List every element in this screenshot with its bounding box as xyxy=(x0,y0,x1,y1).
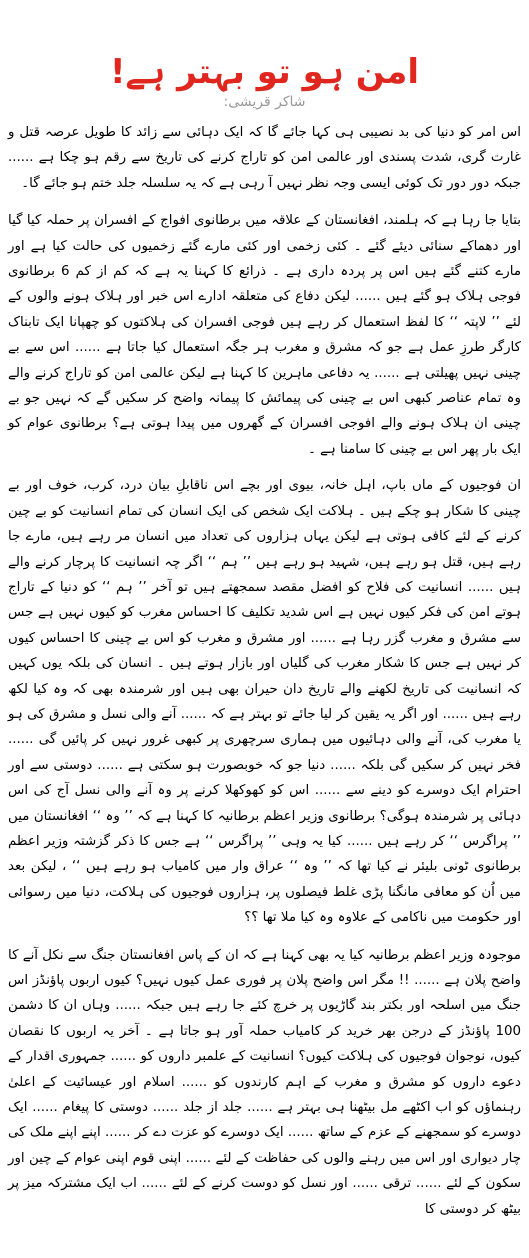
article-title: امن ہو تو بہتر ہے! xyxy=(109,52,420,92)
article-paragraph-4: موجودہ وزیر اعظم برطانیہ کیا یہ بھی کہنا ہے کہ ان کے پاس افغانستان جنگ سے نکل آنے کا واضح پلان ہے ...... !! مگر اس واضح پلان پر فوری عمل کیوں نہیں؟ کیوں اربوں پاؤنڈز اس جنگ میں اسلحہ اور بکتر بند گاڑیوں پر خرچ کئے جا رہے ہیں جبکہ ...... وہاں ان کا دشمن 100 پاؤنڈز کے درجن بھر خرید کر کامیاب حملہ آور ہو جاتا ہے ۔ آخر یہ اربوں کا نقصان کیوں، نوجوان فوجیوں کی ہلاکت کیوں؟ انسانیت کے علمبر داروں کو ...... جمہوری اقدار کے دعوے داروں کو مشرق و مغرب کے اہم کارندوں کو ...... اسلام اور عیسائیت کے اعلیٰ رہنماؤں کو اب اکٹھے مل بیٹھنا ہی بہتر ہے ...... جلد از جلد ...... دوستی کا پیغام ...... ایک دوسرے کو سمجھنے کے عزم کے ساتھ ...... ایک دوسرے کو عزت دے کر ...... اپنے اپنے ملک کی چار دیواری اور اس میں رہنے والوں کی حفاظت کے لئے ...... اپنی قوم اپنی عوام کے چین اور سکون کے لئے ...... ترقی ...... اور نسل کو دوست کرنے کے لئے ...... اب ایک مشترکہ میز پر بیٹھ کر دوستی کا xyxy=(8,947,521,1217)
article-paragraph-2: بتایا جا رہا ہے کہ ہلمند، افغانستان کے علاقہ میں برطانوی افواج کے افسران پر حملہ کیا گیا اور دھماکے سنائی دیئے گئے ۔ کئی زخمی اور کئی مارے گئے زخمیوں کی حالت کیا ہے اور مارے کتنے گئے ہیں اس پر پردہ داری ہے ۔ ذرائع کا کہنا یہ ہے کہ کم از کم 6 برطانوی فوجی ہلاک ہو گئے ہیں ...... لیکن دفاع کی متعلقہ ادارے اس خبر اور ہلاک ہونے والوں کے لئے ’’ لاپتہ ‘‘ کا لفظ استعمال کر رہے ہیں فوجی افسران کی ہلاکتوں کو چھپانا ایک تابناک کارگر طرزِ عمل ہے جو کہ مشرق و مغرب ہر جگہ استعمال کیا جاتا ہے ...... اس سے بے چینی نہیں پھیلتی ہے ...... یہ دفاعی ماہرین کا کہنا ہے لیکن عالمی امن کو تاراج کرنے والے وہ تمام عناصر کبھی اس بے چینی کی پیمائش کا پیمانہ واضح کر سکیں گے کہ نہیں جو بے چینی ان ہلاک ہونے والے افوجی افسران کے گھروں میں پیدا ہوتی ہے؟ برطانوی عوام کو ایک بار پھر اس بے چینی کا سامنا ہے ۔ xyxy=(8,213,521,457)
article-paragraph-3: ان فوجیوں کے ماں باپ، اہل خانہ، بیوی اور بچے اس ناقابلِ بیان درد، کرب، خوف اور بے چینی کا شکار ہو چکے ہیں ۔ ہلاکت ایک شخص کی ایک انسان کی تمام انسانیت کو بے چین کرنے کے لئے کافی ہوتی ہے لیکن یہاں ہزاروں کی تعداد میں انسان مر رہے ہیں، مارے جا رہے ہیں، قتل ہو رہے ہیں، شہید ہو رہے ہیں ’’ ہم ‘‘ اگر چہ انسانیت کا پرچار کرنے والے ہیں ...... انسانیت کی فلاح کو افضل مقصد سمجھتے ہیں تو آخر ’’ ہم ‘‘ کو دنیا کے تاراج ہوتے امن کی فکر کیوں نہیں ہے اس شدید تکلیف کا احساس مغرب کو کیوں نہیں ہے جس سے مشرق و مغرب گزر رہا ہے ...... اور مشرق و مغرب کو اس بے چینی کا احساس کیوں کر نہیں ہے جس کا شکار مغرب کی گلیاں اور بازار ہوتے ہیں ۔ انسان کی بلکہ یوں کہیں کہ انسانیت کی تاریخ لکھنے والے تاریخ دان حیران بھی ہیں اور شرمندہ بھی کہ وہ کیا لکھ رہے ہیں ...... اور اگر یہ یقین کر لیا جائے تو بہتر ہے کہ ...... آنے والی نسل و مشرق کی ہو یا مغرب کی، آنے والی دہائیوں میں ہماری سرچھری پر کبھی غرور نہیں کر پائیں گی ...... فخر نہیں کر سکیں گی بلکہ ...... دنیا جو کہ خوبصورت ہو سکتی ہے ...... دوستی سے اور احترام ایک دوسرے کو دینے سے ...... اس کو کھوکھلا کرنے پر وہ آنے والی نسل آج کی اس دہائی پر شرمندہ ہوگی؟ برطانوی وزیر اعظم برطانیہ کا کہنا ہے کہ ’’ وہ ‘‘ افغانستان میں ’’ پراگرس ‘‘ کر رہے ہیں ...... کیا یہ وہی ’’ پراگرس ‘‘ ہے جس کا ذکر گزشتہ وزیر اعظم برطانوی ٹونی بلیئر نے کیا تھا کہ ’’ وہ ‘‘ عراق وار میں کامیاب ہو رہے ہیں ‘‘ ، لیکن بعد میں اُن کو معافی مانگنا پڑی غلط فیصلوں پر، ہزاروں فوجیوں کی ہلاکت، دنیا میں رسوائی اور حکومت میں ناکامی کے علاوہ وہ کیا ملا تھا ؟؟ xyxy=(8,478,521,926)
article-paragraph-1: اس امر کو دنیا کی بد نصیبی ہی کہا جائے گا کہ ایک دہائی سے زائد کا طویل عرصہ قتل و غارت گری، شدت پسندی اور عالمی امن کو تاراج کرنے کی تاریخ سے رقم ہو چکا ہے ...... جبکہ دور دور تک کوئی ایسی وجہ نظر نہیں آ رہی ہے کہ یہ سلسلہ جلد ختم ہو جائے گا۔ xyxy=(8,125,521,191)
article-author: شاکر قریشی: xyxy=(223,94,306,110)
article-body xyxy=(8,120,521,1222)
